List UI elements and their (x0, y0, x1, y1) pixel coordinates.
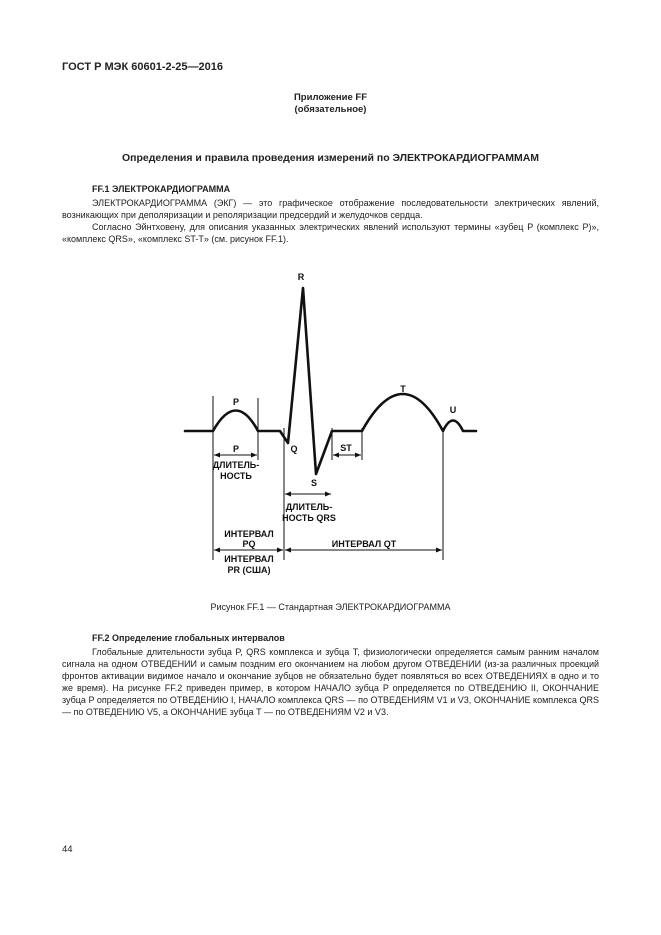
main-heading: Определения и правила проведения измерений по ЭЛЕКТРОКАРДИОГРАММАМ (121, 152, 540, 164)
section-2-title: FF.2 Определение глобальных интервалов (92, 633, 285, 643)
pr-interval-line1: ИНТЕРВАЛ (224, 554, 274, 564)
p-duration-label: P (232, 444, 240, 454)
qt-interval-label: ИНТЕРВАЛ QT (331, 539, 397, 549)
t-wave-label: T (400, 384, 406, 394)
paragraph: ЭЛЕКТРОКАРДИОГРАММА (ЭКГ) — это графическое отображение последовательности электрических явлений, возникающих при деполяризации и реполяризации предсердий и желудочков сердца. (62, 198, 599, 220)
pr-interval-line2: PR (США) (227, 565, 271, 575)
s-label: S (310, 478, 318, 488)
p-duration-line1: ДЛИТЕЛЬ- (212, 460, 260, 470)
annex-title: Приложение FF (293, 92, 368, 103)
section-1-title: FF.1 ЭЛЕКТРОКАРДИОГРАММА (92, 184, 231, 194)
r-peak-label: R (297, 272, 305, 282)
section-2-body (62, 646, 599, 718)
annex-status: (обязательное) (294, 104, 367, 115)
qrs-duration-line1: ДЛИТЕЛЬ- (285, 502, 333, 512)
qrs-duration-line2: НОСТЬ QRS (282, 513, 336, 523)
ecg-waveform (185, 288, 476, 474)
pq-interval-line1: ИНТЕРВАЛ (224, 529, 274, 539)
paragraph: Глобальные длительности зубца P, QRS комплекса и зубца T, физиологически определяется самым ранним началом сигнала на одном ОТВЕДЕНИИ и самым поздним его окончанием на любом другом ОТВЕДЕНИИ (из-за различных проекций фронтов активации видимое начало и окончание зубцов не обязательно будет появляться во всех ОТВЕДЕНИЯХ в одно и то же время). На рисунке FF.2 приведен пример, в котором НАЧАЛО зубца P определяется по ОТВЕДЕНИЮ II, ОКОНЧАНИЕ зубца P определяется по ОТВЕДЕНИЮ I, НАЧАЛО комплекса QRS — по ОТВЕДЕНИЯМ V1 и V3, ОКОНЧАНИЕ комплекса QRS — по ОТВЕДЕНИЮ V5, а ОКОНЧАНИЕ зубца T — по ОТВЕДЕНИЯМ V2 и V3. (62, 647, 599, 717)
standard-id-header: ГОСТ Р МЭК 60601-2-25—2016 (62, 61, 223, 73)
st-label: ST (340, 443, 352, 453)
paragraph: Согласно Эйнтховену, для описания указанных электрических явлений используют термины «зубец P (комплекс P)», «комплекс QRS», «комплекс ST-T» (см. рисунок FF.1). (62, 222, 599, 244)
figure-caption: Рисунок FF.1 — Стандартная ЭЛЕКТРОКАРДИОГРАММА (210, 602, 451, 612)
p-duration-line2: НОСТЬ (220, 471, 252, 481)
pq-interval-line2: PQ (242, 539, 256, 549)
page-number: 44 (62, 844, 73, 855)
q-label: Q (290, 444, 298, 454)
p-wave-label: P (232, 397, 240, 407)
u-wave-label: U (449, 405, 457, 415)
